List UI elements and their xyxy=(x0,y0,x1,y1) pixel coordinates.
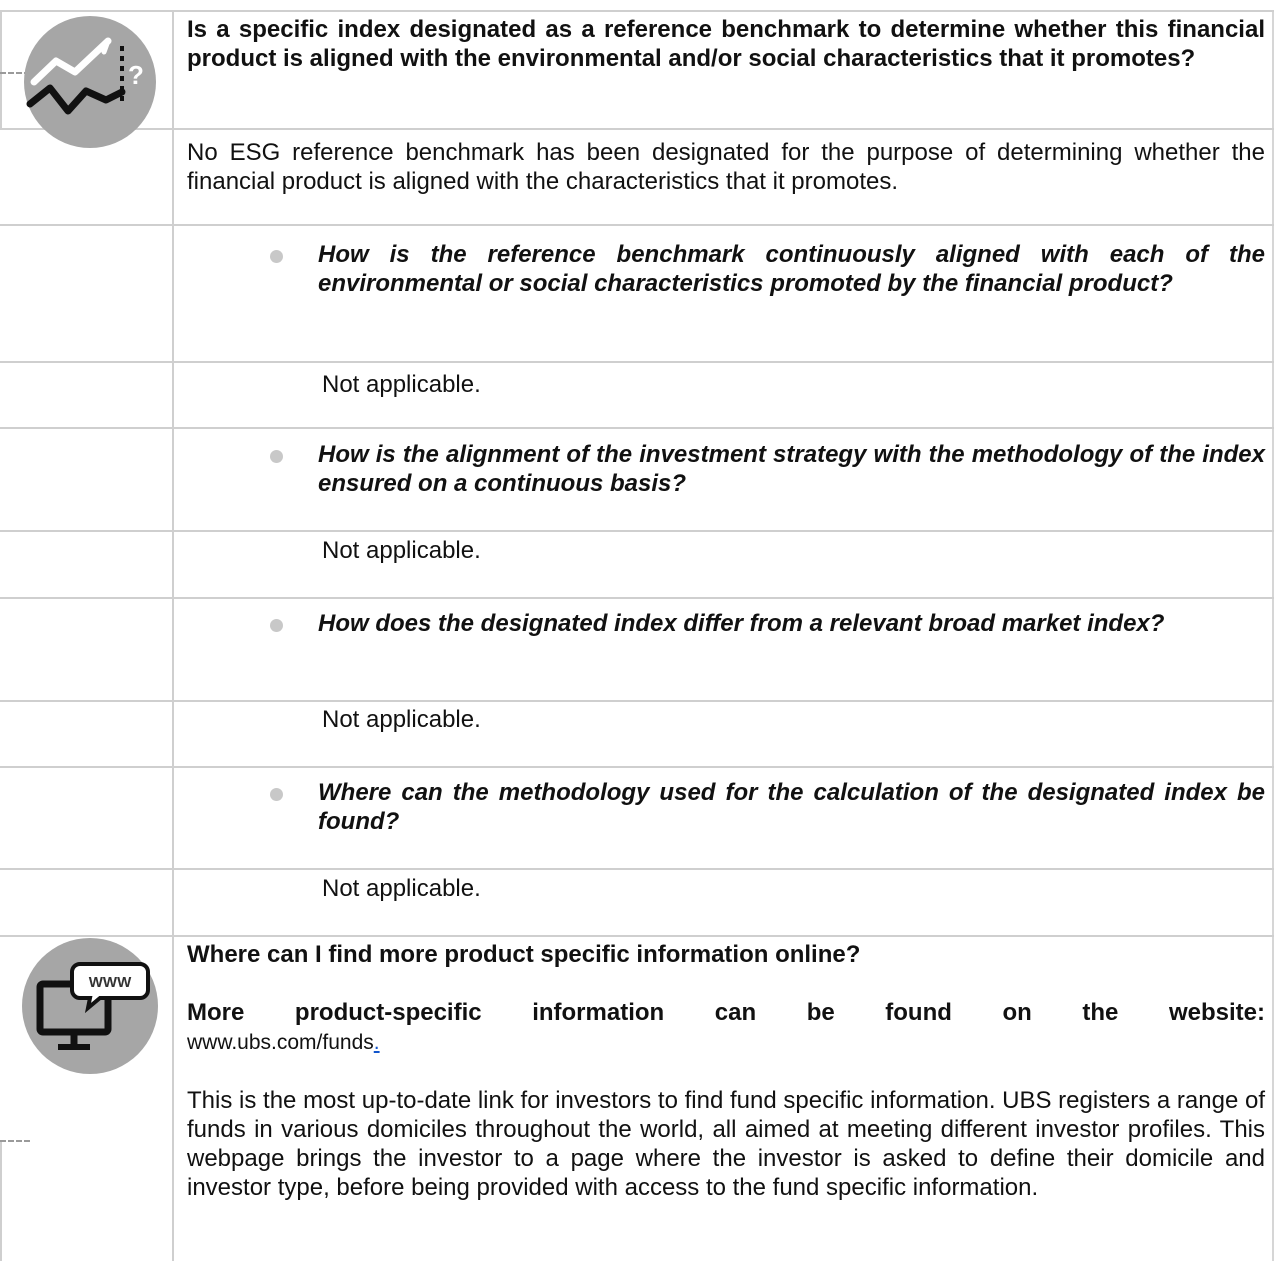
subquestion-1: How is the reference benchmark continuously aligned with each of the environmental or social characteristics promoted by the financial product? xyxy=(318,241,1265,297)
margin-marker xyxy=(0,1140,30,1142)
table-rule xyxy=(0,935,1274,937)
left-border xyxy=(0,10,2,128)
table-rule xyxy=(0,224,1274,226)
column-divider xyxy=(172,10,174,1261)
icon-www-text: WWW xyxy=(88,974,132,991)
more-info-label: More product-specific information can be found on the website: xyxy=(187,999,1265,1026)
table-rule xyxy=(0,128,1274,130)
svg-text:?: ? xyxy=(128,60,144,90)
bullet-icon xyxy=(270,788,283,801)
subquestion-3: How does the designated index differ from a relevant broad market index? xyxy=(318,610,1165,637)
online-paragraph: This is the most up-to-date link for investors to find fund specific information. UBS registers a range of funds in various domiciles throughout the world, all aimed at meeting different investor profiles. This webpage brings the investor to a page where the investor is asked to define their domicile and investor type, before being provided with access to the fund specific information. xyxy=(187,1087,1265,1201)
table-rule xyxy=(0,766,1274,768)
online-heading: Where can I find more product specific information online? xyxy=(187,941,861,968)
subanswer-2: Not applicable. xyxy=(322,537,481,564)
benchmark-answer: No ESG reference benchmark has been designated for the purpose of determining whether the financial product is aligned with the characteristics that it promotes. xyxy=(187,139,1265,195)
website-link-suffix: . xyxy=(373,1031,380,1054)
table-rule xyxy=(0,700,1274,702)
bullet-icon xyxy=(270,450,283,463)
subanswer-1: Not applicable. xyxy=(322,371,481,398)
table-rule xyxy=(0,597,1274,599)
table-rule xyxy=(0,10,1274,12)
table-rule xyxy=(0,530,1274,532)
website-line xyxy=(187,1030,380,1056)
left-border-bottom xyxy=(0,1140,2,1261)
www-monitor-icon xyxy=(20,936,160,1081)
subquestion-2: How is the alignment of the investment strategy with the methodology of the index ensured on a continuous basis? xyxy=(318,441,1265,497)
table-rule xyxy=(0,427,1274,429)
subquestion-4: Where can the methodology used for the calculation of the designated index be found? xyxy=(318,779,1265,835)
table-rule xyxy=(0,361,1274,363)
table-rule xyxy=(0,868,1274,870)
chart-question-icon xyxy=(20,12,160,155)
subanswer-3: Not applicable. xyxy=(322,706,481,733)
subanswer-4: Not applicable. xyxy=(322,875,481,902)
bullet-icon xyxy=(270,250,283,263)
benchmark-heading: Is a specific index designated as a reference benchmark to determine whether this financial product is aligned with the environmental and/or social characteristics that it promotes? xyxy=(187,16,1265,72)
website-link[interactable]: www.ubs.com/funds xyxy=(187,1031,374,1054)
bullet-icon xyxy=(270,619,283,632)
